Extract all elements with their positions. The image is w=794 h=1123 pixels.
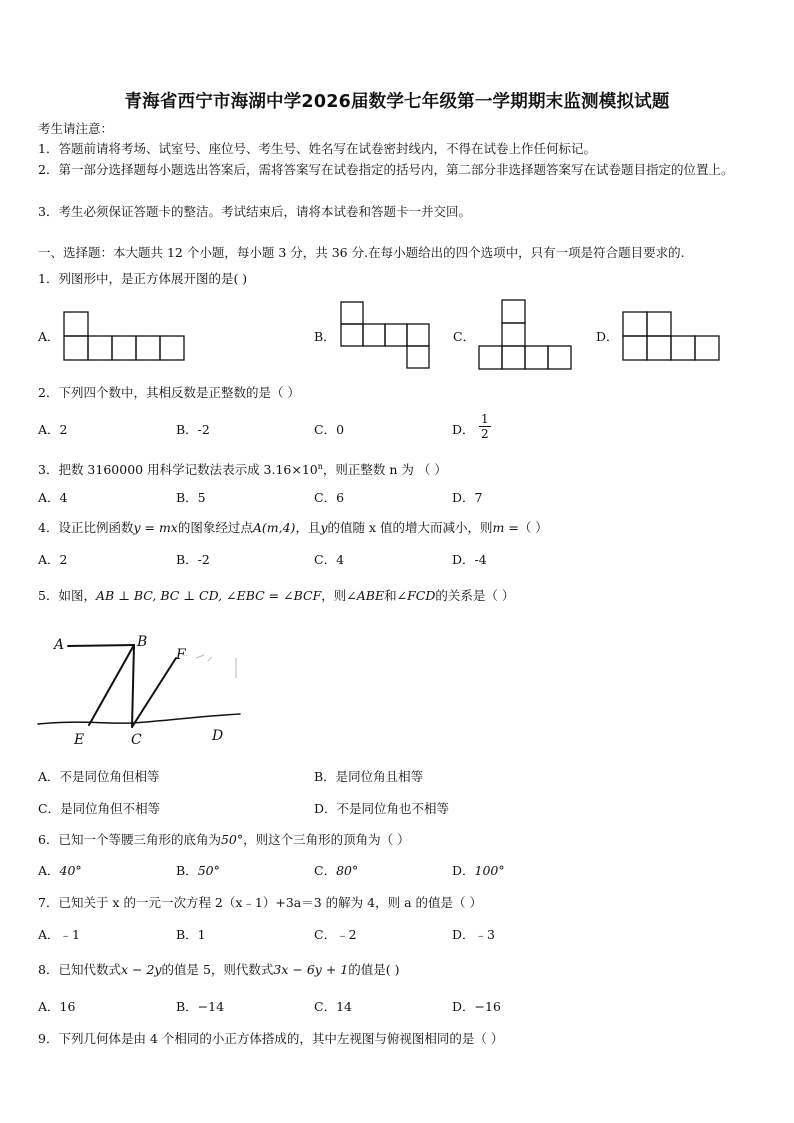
q4-math-point: A(m,4) bbox=[252, 520, 296, 535]
q4-option-d: D．-4 bbox=[452, 552, 487, 567]
q7-option-d: D．﹣3 bbox=[452, 927, 495, 942]
q5-text-4: 的关系是（ ） bbox=[435, 588, 515, 603]
q6-math-angle: 50° bbox=[220, 832, 244, 847]
q4-text-3: ，且 bbox=[295, 520, 321, 535]
q5-text-3: 和 bbox=[384, 588, 397, 603]
q6-option-b-value: 50° bbox=[197, 863, 220, 878]
q4-option-b: B．-2 bbox=[176, 552, 210, 567]
label-f: F bbox=[176, 647, 186, 663]
q6-text-1: 6．已知一个等腰三角形的底角为 bbox=[38, 832, 221, 847]
notice-item-3: 3．考生必须保证答题卡的整洁。考试结束后，请将本试卷和答题卡一并交回。 bbox=[38, 204, 471, 219]
label-b: B bbox=[137, 634, 148, 650]
q6-option-d-value: 100° bbox=[474, 863, 505, 878]
q5-text-2: ，则 bbox=[321, 588, 347, 603]
label-d: D bbox=[212, 728, 224, 744]
q6-option-a-value: 40° bbox=[59, 863, 82, 878]
q8-math-expr-2: 3x − 6y + 1 bbox=[273, 962, 349, 977]
q1-option-a-label: A． bbox=[38, 329, 60, 344]
q6-option-b bbox=[176, 862, 220, 880]
question-1-stem: 1．列图形中，是正方体展开图的是( ) bbox=[38, 271, 248, 286]
scan-smudge bbox=[196, 655, 212, 661]
q2-option-d bbox=[452, 421, 475, 439]
q5-text-1: 5．如图， bbox=[38, 588, 96, 603]
question-5-stem bbox=[38, 587, 514, 605]
q4-text-5: （ ） bbox=[518, 520, 548, 535]
q4-option-a: A．2 bbox=[38, 552, 68, 567]
q4-text-2: 的图象经过点 bbox=[177, 520, 253, 535]
q5-option-c: C．是同位角但不相等 bbox=[38, 801, 161, 816]
q8-option-d: D．−16 bbox=[452, 999, 501, 1014]
q4-math-y: y bbox=[320, 520, 328, 535]
q5-geometry-figure bbox=[36, 628, 242, 750]
q6-text-2: ，则这个三角形的顶角为（ ） bbox=[243, 832, 410, 847]
q5-option-d: D．不是同位角也不相等 bbox=[314, 801, 450, 816]
q6-option-d-label: D． bbox=[452, 863, 475, 878]
q3-option-c: C．6 bbox=[314, 490, 345, 505]
q5-math-conditions: AB ⊥ BC, BC ⊥ CD, ∠EBC = ∠BCF bbox=[95, 588, 322, 603]
q5-option-a: A．不是同位角但相等 bbox=[38, 769, 160, 784]
q6-option-a-label: A． bbox=[38, 863, 60, 878]
q5-option-b: B．是同位角且相等 bbox=[314, 769, 424, 784]
notice-heading: 考生请注意： bbox=[38, 121, 114, 136]
q7-option-b: B．1 bbox=[176, 927, 206, 942]
q3-option-d: D．7 bbox=[452, 490, 483, 505]
question-7-stem: 7．已知关于 x 的一元一次方程 2（x﹣1）+3a＝3 的解为 4，则 a 的值是（ ） bbox=[38, 895, 482, 910]
q8-text-2: 的值是 5，则代数式 bbox=[161, 962, 274, 977]
q8-math-expr-1: x − 2y bbox=[120, 962, 162, 977]
q4-math-function: y = mx bbox=[133, 520, 178, 535]
q2-option-d-label: D． bbox=[452, 422, 475, 437]
q6-option-c-value: 80° bbox=[336, 863, 359, 878]
q1-option-c-label: C． bbox=[453, 329, 476, 344]
question-9-stem: 9．下列几何体是由 4 个相同的小正方体搭成的，其中左视图与俯视图相同的是（ ） bbox=[38, 1031, 504, 1046]
q1-net-d-figure bbox=[622, 311, 724, 361]
q6-option-d bbox=[452, 862, 505, 880]
q3-option-b: B．5 bbox=[176, 490, 206, 505]
segment-bc bbox=[132, 645, 134, 727]
q3-option-a: A．4 bbox=[38, 490, 68, 505]
q3-exponent: n bbox=[317, 462, 323, 471]
q8-text-3: 的值是( ) bbox=[348, 962, 400, 977]
q8-option-a: A．16 bbox=[38, 999, 76, 1014]
label-a: A bbox=[54, 637, 65, 653]
q1-net-a-figure bbox=[63, 311, 188, 361]
segment-cf bbox=[132, 658, 176, 727]
q2-option-b: B．-2 bbox=[176, 422, 210, 437]
q1-option-d-label: D． bbox=[596, 329, 619, 344]
q3-stem-part1: 3．把数 3160000 用科学记数法表示成 3.16×10 bbox=[38, 462, 318, 478]
segment-be bbox=[89, 645, 134, 725]
question-2-stem: 2．下列四个数中，其相反数是正整数的是（ ） bbox=[38, 385, 300, 400]
q6-option-a bbox=[38, 862, 82, 880]
q4-text-1: 4．设正比例函数 bbox=[38, 520, 134, 535]
fraction-numerator: 1 bbox=[481, 412, 489, 426]
fraction-denominator: 2 bbox=[481, 427, 489, 441]
question-6-stem bbox=[38, 831, 410, 849]
notice-item-2: 2．第一部分选择题每小题选出答案后，需将答案写在试卷指定的括号内，第二部分非选择题答案写在试卷题目指定的位置上。 bbox=[38, 162, 734, 177]
q1-net-b-figure bbox=[340, 301, 432, 371]
q8-text-1: 8．已知代数式 bbox=[38, 962, 121, 977]
question-8-stem bbox=[38, 961, 399, 979]
q4-text-4: 的值随 x 值的增大而减小，则 bbox=[327, 520, 493, 535]
q7-option-c: C．﹣2 bbox=[314, 927, 357, 942]
q6-option-c bbox=[314, 862, 358, 880]
q5-math-angle-fcd: ∠FCD bbox=[396, 588, 436, 603]
q2-option-c: C．0 bbox=[314, 422, 345, 437]
q8-option-b: B．−14 bbox=[176, 999, 225, 1014]
label-e: E bbox=[74, 732, 85, 748]
q4-option-c: C．4 bbox=[314, 552, 345, 567]
section-heading: 一、选择题：本大题共 12 个小题，每小题 3 分，共 36 分.在每小题给出的四个选项中，只有一项是符合题目要求的. bbox=[38, 245, 685, 260]
q8-option-c: C．14 bbox=[314, 999, 352, 1014]
notice-item-1: 1．答题前请将考场、试室号、座位号、考生号、姓名写在试卷密封线内，不得在试卷上作任何标记。 bbox=[38, 141, 596, 156]
q6-option-b-label: B． bbox=[176, 863, 198, 878]
q1-option-b-label: B． bbox=[314, 329, 336, 344]
question-3-stem bbox=[38, 458, 447, 479]
q4-math-m: m = bbox=[492, 520, 519, 535]
q1-net-c-figure bbox=[478, 299, 576, 373]
q6-option-c-label: C． bbox=[314, 863, 337, 878]
q2-option-d-fraction bbox=[479, 412, 491, 441]
q2-option-a: A．2 bbox=[38, 422, 68, 437]
segment-ab bbox=[68, 645, 134, 646]
q7-option-a: A．﹣1 bbox=[38, 927, 80, 942]
label-c: C bbox=[131, 732, 142, 748]
page-title: 青海省西宁市海湖中学2026届数学七年级第一学期期末监测模拟试题 bbox=[124, 92, 670, 112]
q3-stem-part2: ，则正整数 n 为 （ ） bbox=[322, 462, 447, 478]
question-4-stem bbox=[38, 519, 548, 537]
q5-math-angle-abe: ∠ABE bbox=[346, 588, 385, 603]
